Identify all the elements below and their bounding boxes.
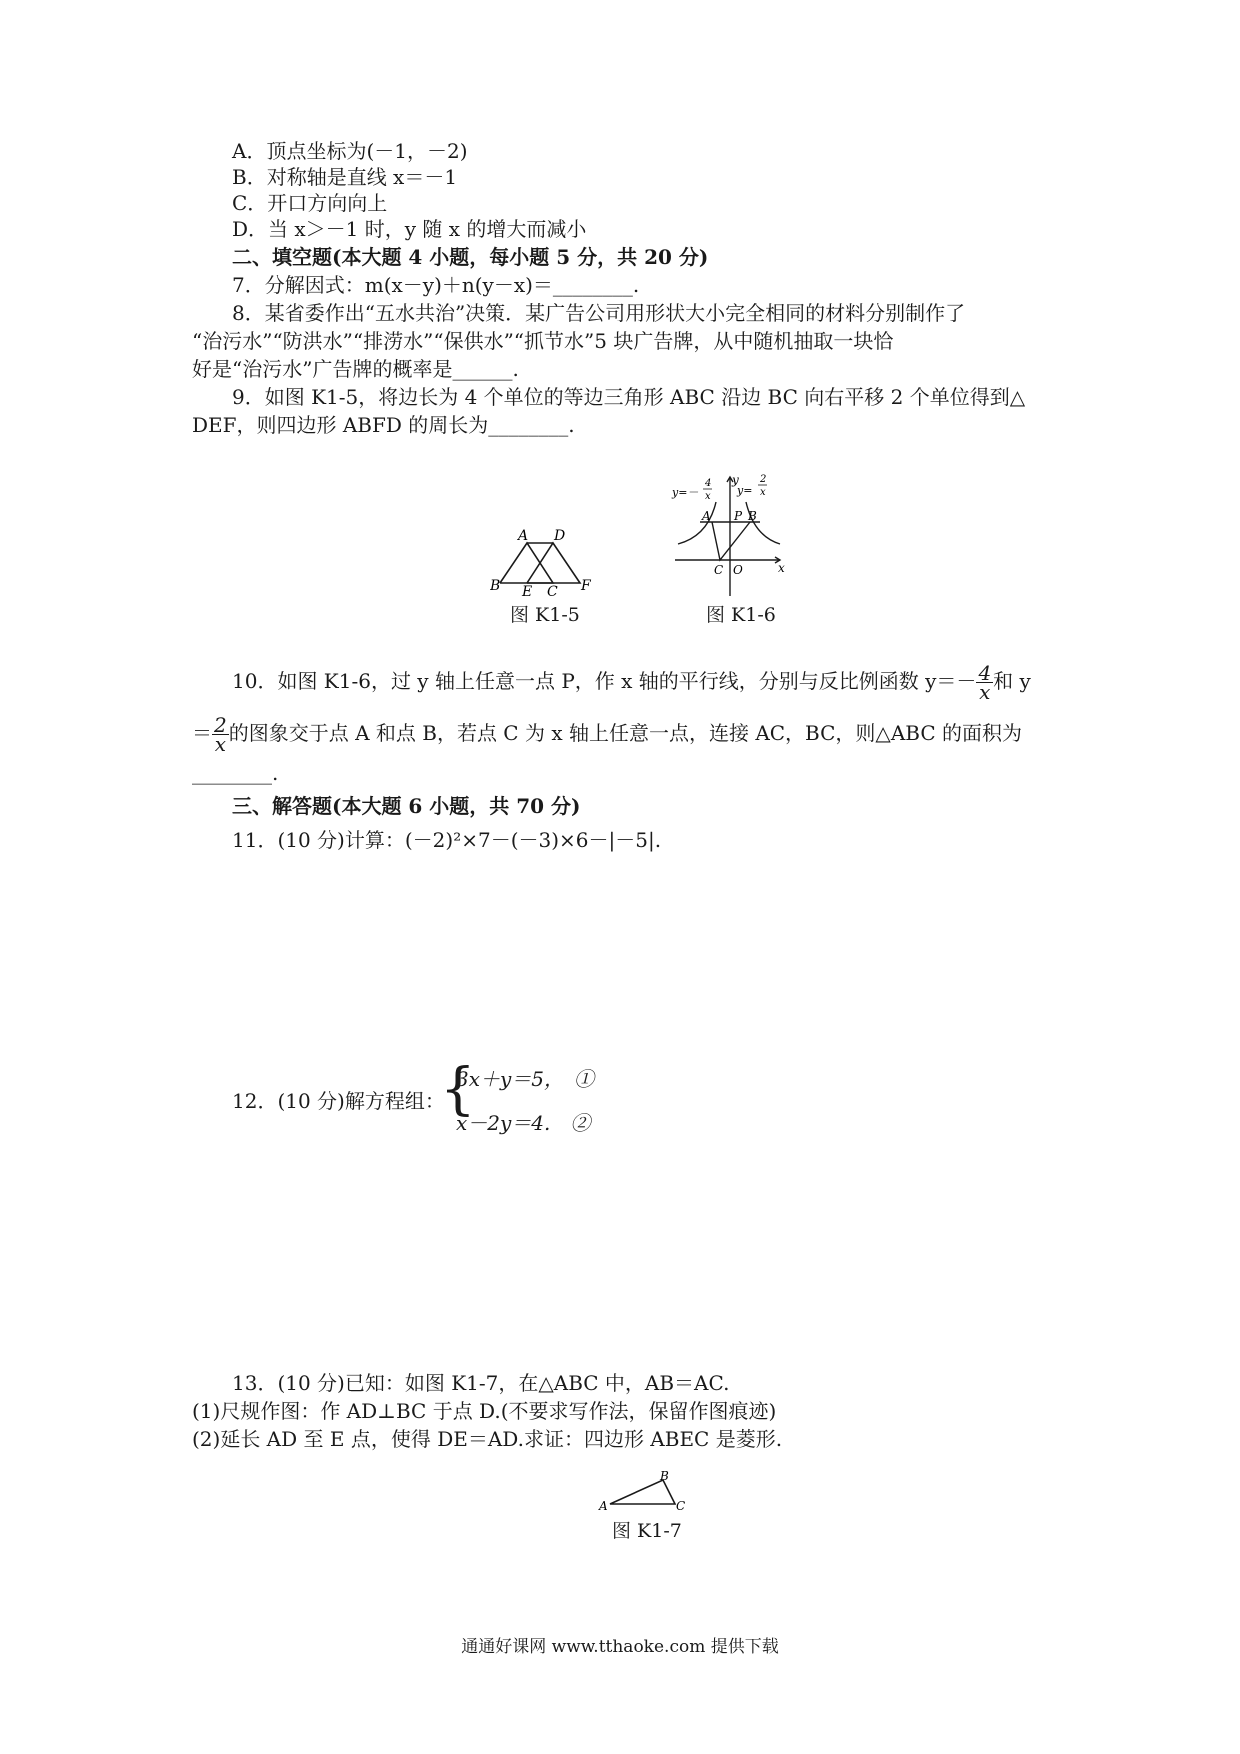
right-function-numerator: 2 <box>760 474 767 485</box>
figure-k1-7-caption: 图 K1-7 <box>612 1520 682 1542</box>
right-function-denominator: x <box>760 487 766 498</box>
question-8-line3: 好是“治污水”广告牌的概率是______. <box>192 357 519 381</box>
question-13-line3: (2)延长 AD 至 E 点，使得 DE＝AD.求证：四边形 ABEC 是菱形. <box>192 1427 783 1451</box>
section2-heading: 二、填空题(本大题 4 小题，每小题 5 分，共 20 分) <box>232 245 709 269</box>
right-function-prefix: y= <box>737 484 753 497</box>
fraction-2-over-x <box>212 713 229 756</box>
question-10-line3: ________. <box>192 761 279 785</box>
label-b: B <box>660 1470 669 1483</box>
figure-k1-6-caption: 图 K1-6 <box>706 604 776 626</box>
x-axis-label: x <box>778 561 785 575</box>
label-a: A <box>599 1499 608 1512</box>
figure-k1-5-caption: 图 K1-5 <box>510 604 580 626</box>
option-b: B．对称轴是直线 x＝－1 <box>232 165 458 189</box>
fraction-numerator: 4 <box>978 661 992 685</box>
label-a: A <box>702 509 711 523</box>
triangles <box>500 543 580 583</box>
triangle-abc <box>500 543 553 583</box>
label-b: B <box>490 578 501 594</box>
figure-k1-6 <box>670 472 790 600</box>
label-f: F <box>581 578 591 594</box>
fraction-4-over-x <box>976 661 993 704</box>
label-c: C <box>547 584 558 598</box>
question-8-line2: “治污水”“防洪水”“排涝水”“保供水”“抓节水”5 块广告牌，从中随机抽取一块恰 <box>192 329 894 353</box>
left-function-numerator: 4 <box>705 478 712 489</box>
question-9-line1: 9．如图 K1-5，将边长为 4 个单位的等边三角形 ABC 沿边 BC 向右平移 2 个单位得到△ <box>232 385 1026 409</box>
label-p: P <box>734 509 743 523</box>
equation-1: 3x＋y＝5， ① <box>456 1067 595 1091</box>
label-b: B <box>748 509 757 523</box>
question-10-line1-text: 10．如图 K1-6，过 y 轴上任意一点 P，作 x 轴的平行线，分别与反比例函数 y＝－ <box>232 669 977 693</box>
question-13-line1: 13．(10 分)已知：如图 K1-7，在△ABC 中，AB＝AC. <box>232 1371 730 1395</box>
question-10-line2-text: 的图象交于点 A 和点 B，若点 C 为 x 轴上任意一点，连接 AC，BC，则△ABC 的面积为 <box>228 721 1022 745</box>
hyperbola-curves <box>678 502 780 544</box>
page-footer: 通通好课网 www.tthaoke.com 提供下载 <box>461 1637 779 1657</box>
system-brace: { <box>440 1057 476 1122</box>
label-e: E <box>522 584 533 598</box>
question-8-line1: 8．某省委作出“五水共治”决策．某广告公司用形状大小完全相同的材料分别制作了 <box>232 301 966 325</box>
triangle-abc <box>712 522 750 560</box>
option-d: D．当 x＞－1 时，y 随 x 的增大而减小 <box>232 217 587 241</box>
label-c: C <box>676 1499 686 1512</box>
option-a: A．顶点坐标为(－1，－2) <box>232 139 468 163</box>
label-o: O <box>733 563 743 577</box>
question-7: 7．分解因式：m(x－y)＋n(y－x)＝________. <box>232 273 640 297</box>
figure-k1-5 <box>490 528 600 598</box>
label-a: A <box>518 528 529 544</box>
label-c: C <box>714 563 724 577</box>
triangle-abc <box>610 1480 675 1504</box>
question-10-line2 <box>192 713 1022 756</box>
question-13-line2: (1)尺规作图：作 AD⊥BC 于点 D.(不要求写作法，保留作图痕迹) <box>192 1399 777 1423</box>
question-9-line2: DEF，则四边形 ABFD 的周长为________. <box>192 413 575 437</box>
triangle-def <box>527 543 580 583</box>
question-10-line2-eq: ＝ <box>192 721 212 745</box>
question-12-label: 12．(10 分)解方程组： <box>232 1089 445 1113</box>
equation-2: x－2y＝4. ② <box>456 1111 591 1135</box>
fraction-denominator: x <box>214 732 226 756</box>
question-11: 11．(10 分)计算：(－2)²×7－(－3)×6－|－5|. <box>232 828 662 852</box>
y-axis-label: y <box>732 473 739 487</box>
left-function-prefix: y=－ <box>672 486 699 499</box>
figure-k1-7 <box>596 1470 696 1512</box>
label-d: D <box>554 528 566 544</box>
question-10-line1-tail: 和 y <box>993 669 1031 693</box>
fraction-numerator: 2 <box>214 713 227 737</box>
option-c: C．开口方向向上 <box>232 191 388 215</box>
left-function-denominator: x <box>705 491 711 502</box>
section3-heading: 三、解答题(本大题 6 小题，共 70 分) <box>232 794 581 818</box>
question-10-line1 <box>232 661 1031 704</box>
fraction-denominator: x <box>979 680 991 704</box>
